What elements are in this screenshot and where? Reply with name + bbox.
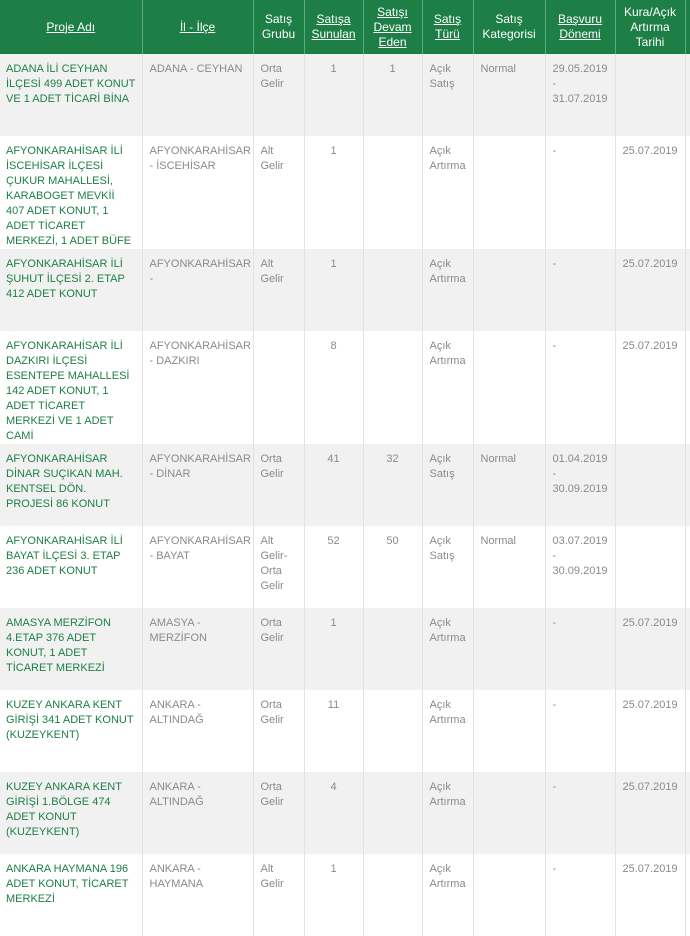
cell-basvuru-donemi: -	[545, 772, 615, 854]
project-name-link[interactable]: AFYONKARAHİSAR İLİ ŞUHUT İLÇESİ 2. ETAP 412 ADET KONUT	[0, 249, 142, 331]
header-label: Kura/Açık Artırma Tarihi	[623, 4, 677, 49]
cell-satis-kategorisi	[473, 690, 545, 772]
cell-il-ilce: ANKARA - ALTINDAĞ	[142, 690, 253, 772]
table-row	[0, 54, 690, 136]
cell-extra	[685, 54, 690, 136]
cell-kura-tarihi: 25.07.2019	[615, 690, 685, 772]
cell-satisi-devam-eden: 1	[363, 54, 422, 136]
cell-satis-kategorisi	[473, 608, 545, 690]
header-proje-adi[interactable]	[0, 0, 142, 54]
cell-il-ilce: AFYONKARAHİSAR - DAZKIRI	[142, 331, 253, 444]
cell-satis-kategorisi	[473, 854, 545, 936]
cell-il-ilce: ANKARA - HAYMANA	[142, 854, 253, 936]
cell-satisi-devam-eden	[363, 690, 422, 772]
header-il-ilce[interactable]	[142, 0, 253, 54]
cell-satis-grubu: Alt Gelir	[253, 136, 304, 249]
header-satisa-sunulan[interactable]	[304, 0, 363, 54]
cell-basvuru-donemi: -	[545, 690, 615, 772]
cell-basvuru-donemi: 03.07.2019 - 30.09.2019	[545, 526, 615, 608]
cell-satis-turu: Açık Artırma	[422, 772, 473, 854]
cell-satis-grubu: Orta Gelir	[253, 772, 304, 854]
cell-kura-tarihi	[615, 526, 685, 608]
cell-kura-tarihi: 25.07.2019	[615, 608, 685, 690]
cell-satis-grubu: Orta Gelir	[253, 444, 304, 526]
cell-basvuru-donemi: -	[545, 136, 615, 249]
cell-satisi-devam-eden	[363, 854, 422, 936]
header-label: Satış Grubu	[261, 12, 296, 41]
cell-satisi-devam-eden: 32	[363, 444, 422, 526]
cell-satis-kategorisi: Normal	[473, 526, 545, 608]
project-name-link[interactable]: ANKARA HAYMANA 196 ADET KONUT, TİCARET MERKEZİ	[0, 854, 142, 936]
project-name-link[interactable]: KUZEY ANKARA KENT GİRİŞİ 341 ADET KONUT (KUZEYKENT)	[0, 690, 142, 772]
cell-satisa-sunulan: 1	[304, 608, 363, 690]
cell-satis-grubu: Alt Gelir-Orta Gelir	[253, 526, 304, 608]
cell-satis-grubu	[253, 331, 304, 444]
project-name-link[interactable]: ADANA İLİ CEYHAN İLÇESİ 499 ADET KONUT VE 1 ADET TİCARİ BİNA	[0, 54, 142, 136]
cell-satisa-sunulan: 52	[304, 526, 363, 608]
header-satis-turu[interactable]	[422, 0, 473, 54]
cell-extra	[685, 608, 690, 690]
project-name-link[interactable]: AFYONKARAHİSAR İLİ İSCEHİSAR İLÇESİ ÇUKUR MAHALLESİ, KARABOGET MEVKİİ 407 ADET KONUT, 1 ADET TİCARET MERKEZİ, 1 ADET BÜFE	[0, 136, 142, 249]
cell-satis-kategorisi: Normal	[473, 54, 545, 136]
table-row	[0, 772, 690, 854]
cell-basvuru-donemi: -	[545, 854, 615, 936]
cell-satis-kategorisi	[473, 249, 545, 331]
cell-satisa-sunulan: 1	[304, 249, 363, 331]
cell-satisa-sunulan: 8	[304, 331, 363, 444]
header-label[interactable]: Proje Adı	[46, 19, 96, 34]
header-label[interactable]: Satışa Sunulan	[311, 12, 356, 41]
cell-kura-tarihi: 25.07.2019	[615, 249, 685, 331]
cell-satisa-sunulan: 41	[304, 444, 363, 526]
cell-satis-kategorisi	[473, 331, 545, 444]
cell-satis-grubu: Alt Gelir	[253, 249, 304, 331]
project-name-link[interactable]: KUZEY ANKARA KENT GİRİŞİ 1.BÖLGE 474 ADET KONUT (KUZEYKENT)	[0, 772, 142, 854]
cell-kura-tarihi: 25.07.2019	[615, 331, 685, 444]
cell-satis-turu: Açık Artırma	[422, 249, 473, 331]
cell-il-ilce: AMASYA - MERZİFON	[142, 608, 253, 690]
cell-extra	[685, 690, 690, 772]
cell-satis-turu: Açık Artırma	[422, 854, 473, 936]
cell-satis-kategorisi	[473, 136, 545, 249]
header-label: Satış Kategorisi	[482, 12, 536, 41]
header-satis-kategorisi	[473, 0, 545, 54]
cell-basvuru-donemi: 01.04.2019 - 30.09.2019	[545, 444, 615, 526]
header-satis-grubu	[253, 0, 304, 54]
header-kura-tarihi	[615, 0, 685, 54]
cell-satisi-devam-eden	[363, 249, 422, 331]
cell-satis-turu: Açık Artırma	[422, 690, 473, 772]
project-name-link[interactable]: AFYONKARAHİSAR İLİ BAYAT İLÇESİ 3. ETAP 236 ADET KONUT	[0, 526, 142, 608]
cell-basvuru-donemi: 29.05.2019 - 31.07.2019	[545, 54, 615, 136]
project-name-link[interactable]: AFYONKARAHİSAR İLİ DAZKIRI İLÇESİ ESENTEPE MAHALLESİ 142 ADET KONUT, 1 ADET TİCARET MERKEZİ VE 1 ADET CAMİ	[0, 331, 142, 444]
cell-satisi-devam-eden: 50	[363, 526, 422, 608]
cell-satis-turu: Açık Artırma	[422, 136, 473, 249]
cell-extra	[685, 331, 690, 444]
cell-il-ilce: AFYONKARAHİSAR - İSCEHİSAR	[142, 136, 253, 249]
cell-il-ilce: AFYONKARAHİSAR - DİNAR	[142, 444, 253, 526]
cell-satisi-devam-eden	[363, 772, 422, 854]
table-row	[0, 690, 690, 772]
table-row	[0, 854, 690, 936]
cell-basvuru-donemi: -	[545, 249, 615, 331]
cell-il-ilce: ANKARA - ALTINDAĞ	[142, 772, 253, 854]
cell-satisa-sunulan: 1	[304, 54, 363, 136]
cell-satisa-sunulan: 1	[304, 854, 363, 936]
header-label[interactable]: Başvuru Dönemi	[557, 12, 603, 41]
cell-il-ilce: AFYONKARAHİSAR - BAYAT	[142, 526, 253, 608]
header-satisi-devam-eden[interactable]	[363, 0, 422, 54]
table-row	[0, 526, 690, 608]
cell-basvuru-donemi: -	[545, 608, 615, 690]
cell-satis-turu: Açık Satış	[422, 526, 473, 608]
cell-satis-grubu: Orta Gelir	[253, 690, 304, 772]
table-row	[0, 136, 690, 249]
header-basvuru-donemi[interactable]	[545, 0, 615, 54]
cell-satis-turu: Açık Satış	[422, 54, 473, 136]
header-row	[0, 0, 690, 54]
cell-satisa-sunulan: 11	[304, 690, 363, 772]
table-row	[0, 331, 690, 444]
cell-satis-turu: Açık Artırma	[422, 331, 473, 444]
cell-extra	[685, 854, 690, 936]
header-label[interactable]: İl - İlçe	[179, 19, 216, 34]
cell-satis-turu: Açık Artırma	[422, 608, 473, 690]
cell-satis-grubu: Orta Gelir	[253, 54, 304, 136]
cell-extra	[685, 136, 690, 249]
cell-kura-tarihi	[615, 444, 685, 526]
cell-satisi-devam-eden	[363, 136, 422, 249]
cell-satis-kategorisi: Normal	[473, 444, 545, 526]
cell-satis-grubu: Alt Gelir	[253, 854, 304, 936]
cell-il-ilce: AFYONKARAHİSAR -	[142, 249, 253, 331]
cell-extra	[685, 526, 690, 608]
cell-extra	[685, 444, 690, 526]
header-extra	[685, 0, 690, 54]
cell-satis-turu: Açık Satış	[422, 444, 473, 526]
cell-satis-grubu: Orta Gelir	[253, 608, 304, 690]
cell-extra	[685, 249, 690, 331]
table-row	[0, 249, 690, 331]
project-name-link[interactable]: AMASYA MERZİFON 4.ETAP 376 ADET KONUT, 1 ADET TİCARET MERKEZİ	[0, 608, 142, 690]
cell-satisi-devam-eden	[363, 331, 422, 444]
cell-il-ilce: ADANA - CEYHAN	[142, 54, 253, 136]
project-name-link[interactable]: AFYONKARAHİSAR DİNAR SUÇIKAN MAH. KENTSEL DÖN. PROJESİ 86 KONUT	[0, 444, 142, 526]
cell-basvuru-donemi: -	[545, 331, 615, 444]
cell-kura-tarihi: 25.07.2019	[615, 854, 685, 936]
table-row	[0, 608, 690, 690]
cell-kura-tarihi	[615, 54, 685, 136]
cell-satis-kategorisi	[473, 772, 545, 854]
cell-kura-tarihi: 25.07.2019	[615, 772, 685, 854]
cell-satisi-devam-eden	[363, 608, 422, 690]
cell-satisa-sunulan: 1	[304, 136, 363, 249]
header-label[interactable]: Satış Türü	[433, 12, 462, 41]
cell-satisa-sunulan: 4	[304, 772, 363, 854]
cell-kura-tarihi: 25.07.2019	[615, 136, 685, 249]
header-label[interactable]: Satışı Devam Eden	[373, 4, 412, 49]
cell-extra	[685, 772, 690, 854]
table-row	[0, 444, 690, 526]
